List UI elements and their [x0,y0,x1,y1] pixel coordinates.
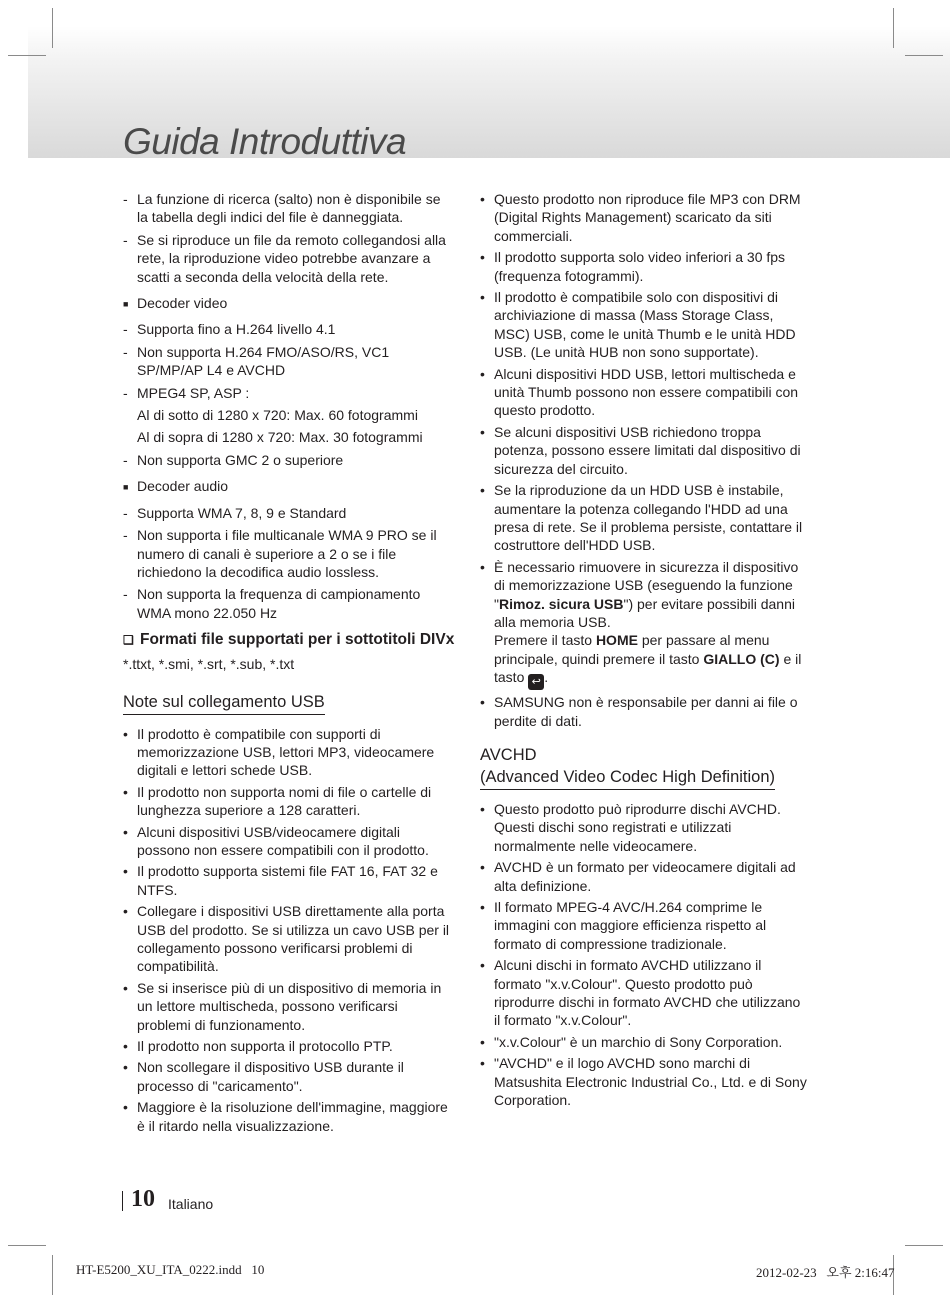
checkbox-bullet-icon: ❑ [123,633,134,648]
list-item: - La funzione di ricerca (salto) non è disponibile se la tabella degli indici del file è danneggiata. [123,191,441,226]
list-item: • Alcuni dispositivi HDD USB, lettori multischeda e unità Thumb possono non essere compatibili con questo prodotto. [480,365,799,419]
list-item: • Collegare i dispositivi USB direttamente alla porta USB del prodotto. Se si utilizza un cavo USB per il collegamento possono verificarsi problemi di compatibilità. [123,903,450,975]
list-item: • Questo prodotto può riprodurre dischi AVCHD. Questi dischi sono registrati e utilizzati normalmente nelle videocamere. [480,800,781,854]
section-title: AVCHD [480,745,537,764]
list-item: • È necessario rimuovere in sicurezza il dispositivo di memorizzazione USB (eseguendo la funzione "Rimoz. sicura USB") per evitare possibili danni alla memoria USB. [480,558,799,630]
subtitle-formats: *.ttxt, *.smi, *.srt, *.sub, *.txt [123,656,295,673]
crop-mark [52,1255,53,1295]
print-slug-file: HT-E5200_XU_ITA_0222.indd 10 [76,1262,265,1277]
list-item: • Il formato MPEG-4 AVC/H.264 comprime le immagini con maggiore efficienza rispetto al formato di compressione tradizionale. [480,899,767,952]
footer-divider [122,1191,123,1211]
list-item: • Maggiore è la risoluzione dell'immagine, maggiore è il ritardo nella visualizzazione. [123,1099,448,1134]
page-title: Guida Introduttiva [123,121,407,162]
list-item: • Se alcuni dispositivi USB richiedono troppa potenza, possono essere limitati dal dispositivo di sicurezza del circuito. [480,423,801,477]
list-item: • Se la riproduzione da un HDD USB è instabile, aumentare la potenza collegando l'HDD ad una presa di rete. Se il problema persiste, contattare il costruttore dell'HDD USB. [480,482,803,554]
list-item: - Non supporta H.264 FMO/ASO/RS, VC1 SP/MP/AP L4 e AVCHD [123,343,390,379]
list-item: - Non supporta i file multicanale WMA 9 PRO se il numero di canali è superiore a 2 o se i file richiedono la decodifica audio lossless. [123,527,437,580]
list-item: • SAMSUNG non è responsabile per danni ai file o perdite di dati. [480,694,798,729]
list-item: - Supporta WMA 7, 8, 9 e Standard [123,504,347,521]
page-number: 10 [131,1186,155,1212]
list-item: - Supporta fino a H.264 livello 4.1 [123,321,336,338]
list-item: • Il prodotto è compatibile con supporti di memorizzazione USB, lettori MP3, videocamere digitali e lettori schede USB. [123,725,435,779]
list-item-continued: Premere il tasto HOME per passare al menu principale, quindi premere il tasto GIALLO (C) e il tasto ↩ . [494,632,802,689]
list-item: • Alcuni dispositivi USB/videocamere digitali possono non essere compatibili con il prodotto. [123,823,429,858]
crop-mark [8,55,46,56]
section-subheading: ■ Decoder audio [123,477,455,495]
crop-mark [893,8,894,48]
crop-mark [905,55,943,56]
list-item: • Il prodotto supporta sistemi file FAT 16, FAT 32 e NTFS. [123,863,438,898]
list-item: • Questo prodotto non riproduce file MP3 con DRM (Digital Rights Management) scaricato da siti commerciali. [480,191,801,244]
list-item: • AVCHD è un formato per videocamere digitali ad alta definizione. [480,859,796,894]
section-subheading: ❑ Formati file supportati per i sottotitoli DIVx [123,631,455,649]
list-item: • "x.v.Colour" è un marchio di Sony Corporation. [480,1033,783,1050]
left-column [123,190,455,1138]
list-item: - Se si riproduce un file da remoto collegandosi alla rete, la riproduzione video potrebbe avanzare a scatti a seconda della velocità della rete. [123,231,446,285]
list-subitem: Al di sotto di 1280 x 720: Max. 60 fotogrammi [137,407,418,424]
list-item: • Alcuni dischi in formato AVCHD utilizzano il formato "x.v.Colour". Questo prodotto può riprodurre dischi in formato AVCHD che utilizzano il formato "x.v.Colour". [480,957,801,1029]
print-slug-date: 2012-02-23 오후 2:16:47 [756,1265,895,1280]
list-item: - Non supporta la frequenza di campionamento WMA mono 22.050 Hz [123,586,421,621]
section-title: (Advanced Video Codec High Definition) [480,767,775,790]
list-item: - MPEG4 SP, ASP : [123,384,250,401]
crop-mark [8,1245,46,1246]
list-item: • "AVCHD" e il logo AVCHD sono marchi di Matsushita Electronic Industrial Co., Ltd. e di Sony Corporation. [480,1055,807,1109]
section-title: Note sul collegamento USB [123,692,325,715]
crop-mark [905,1245,943,1246]
list-item: • Il prodotto non supporta il protocollo PTP. [123,1038,393,1055]
right-column [480,190,810,1112]
list-item: • Il prodotto non supporta nomi di file o cartelle di lunghezza superiore a 128 caratteri. [123,783,432,819]
section-subheading: ■ Decoder video [123,294,455,312]
list-item: • Il prodotto supporta solo video inferiori a 30 fps (frequenza fotogrammi). [480,249,786,284]
square-bullet-icon: ■ [123,299,129,310]
crop-mark [52,8,53,48]
square-bullet-icon: ■ [123,482,129,493]
list-subitem: Al di sopra di 1280 x 720: Max. 30 fotogrammi [137,429,423,446]
page-language: Italiano [168,1196,214,1212]
list-item: - Non supporta GMC 2 o superiore [123,451,344,468]
return-key-icon: ↩ [528,674,544,690]
list-item: • Non scollegare il dispositivo USB durante il processo di "caricamento". [123,1059,404,1094]
list-item: • Il prodotto è compatibile solo con dispositivi di archiviazione di massa (Mass Storage Class, MSC) USB, come le unità Thumb e le unità HDD USB. (Le unità HUB non sono supportate). [480,289,796,361]
list-item: • Se si inserisce più di un dispositivo di memoria in un lettore multischeda, possono verificarsi problemi di funzionamento. [123,979,442,1033]
